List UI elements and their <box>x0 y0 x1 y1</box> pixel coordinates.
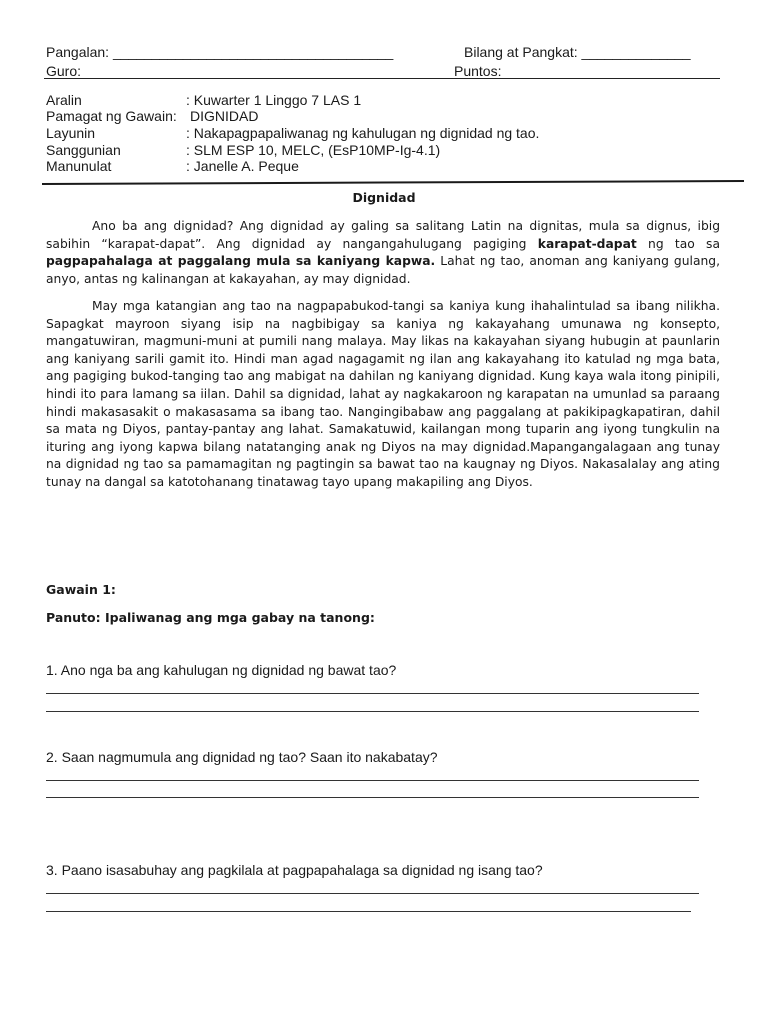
meta-value-pamagat: DIGNIDAD <box>190 108 259 124</box>
intro-bold-2: pagpapahalaga at paggalang mula sa kaniyang kapwa. <box>46 254 436 269</box>
activity-instruction: Panuto: Ipaliwanag ang mga gabay na tanong: <box>46 610 375 625</box>
question-1: 1. Ano nga ba ang kahulugan ng dignidad ng bawat tao? <box>46 662 397 678</box>
meta-label-sanggunian: Sanggunian <box>46 142 121 158</box>
answer-line[interactable] <box>46 780 699 781</box>
activity-heading: Gawain 1: <box>46 582 116 597</box>
answer-line[interactable] <box>46 797 699 798</box>
question-3: 3. Paano isasabuhay ang pagkilala at pagpapahalaga sa dignidad ng isang tao? <box>46 862 543 878</box>
meta-label-layunin: Layunin <box>46 125 96 141</box>
meta-label-pamagat: Pamagat ng Gawain: <box>46 108 177 124</box>
body-paragraph: May mga katangian ang tao na nagpapabukod-tangi sa kaniya kung ihahalintulad sa ibang nilikha. Sapagkat mayroon siyang isip na nagbibigay sa kaniya ng kakayahang umunawa ng konsepto, mangatuwiran, magmuni-muni at pumili nang malaya. May likas na kakayahan siyang hubugin at paunlarin ang kaniyang sarili gamit ito. Hindi man agad nagagamit ng ilan ang kakayahang ito katulad ng mga bata, ang pagiging bukod-tanging tao ang mabigat na dahilan ng kaniyang dignidad. Kung kaya wala itong pinipili, hindi ito para lamang sa iilan. Dahil sa dignidad, lahat ay nagkakaroon ng karapatan na umunlad sa paraang hindi makasasakit o makasasama sa ibang tao. Nangingibabaw ang paggalang at pakikipagkapatiran, dahil sa mata ng Diyos, pantay-pantay ang lahat. Samakatuwid, kailangan mong tuparin ang iyong tungkulin na ituring ang iyong kapwa bilang natatanging anak ng Diyos na may dignidad.Mapangangalagaan ang tunay na dignidad ng tao sa pamamagitan ng pagtingin sa bawat tao na kaugnay ng Diyos. Nakasalalay ang ating tunay na dangal sa katotohanang tinatawag tayo upang makapiling ang Diyos. <box>46 299 720 489</box>
intro-text-3: Lahat ng tao, anoman ang kaniyang gulang, anyo, antas ng kalinangan at kakayahan, ay may dignidad. <box>46 254 720 286</box>
intro-text-1: Ano ba ang dignidad? Ang dignidad ay galing sa salitang Latin na dignitas, mula sa dignus, ibig sabihin “karapat-dapat”. Ang dignidad ay nangangahulugang pagiging <box>46 219 720 251</box>
meta-value-aralin: : Kuwarter 1 Linggo 7 LAS 1 <box>186 92 362 108</box>
score-field[interactable]: Puntos: ________________ <box>454 63 630 79</box>
name-field[interactable]: Pangalan: ____________________________________ <box>46 44 394 60</box>
question-2: 2. Saan nagmumula ang dignidad ng tao? Saan ito nakabatay? <box>46 749 438 765</box>
lesson-title: Dignidad <box>352 190 416 205</box>
teacher-field[interactable]: Guro: __________________________________________ <box>46 63 412 79</box>
meta-label-aralin: Aralin <box>46 92 82 108</box>
meta-value-manunulat: : Janelle A. Peque <box>186 158 299 174</box>
intro-bold-1: karapat-dapat <box>537 236 637 251</box>
intro-text-2: ng tao sa <box>636 236 720 251</box>
section-divider <box>40 174 746 188</box>
header-divider <box>44 78 720 79</box>
meta-label-manunulat: Manunulat <box>46 158 112 174</box>
meta-value-layunin: : Nakapagpapaliwanag ng kahulugan ng dignidad ng tao. <box>186 125 540 141</box>
intro-paragraph <box>46 218 720 288</box>
grade-section-field[interactable]: Bilang at Pangkat: ______________ <box>464 44 691 60</box>
answer-line[interactable] <box>46 893 699 894</box>
answer-line[interactable] <box>46 693 699 694</box>
answer-line[interactable] <box>46 711 699 712</box>
answer-line[interactable] <box>46 911 691 912</box>
meta-value-sanggunian: : SLM ESP 10, MELC, (EsP10MP-Ig-4.1) <box>186 142 441 158</box>
